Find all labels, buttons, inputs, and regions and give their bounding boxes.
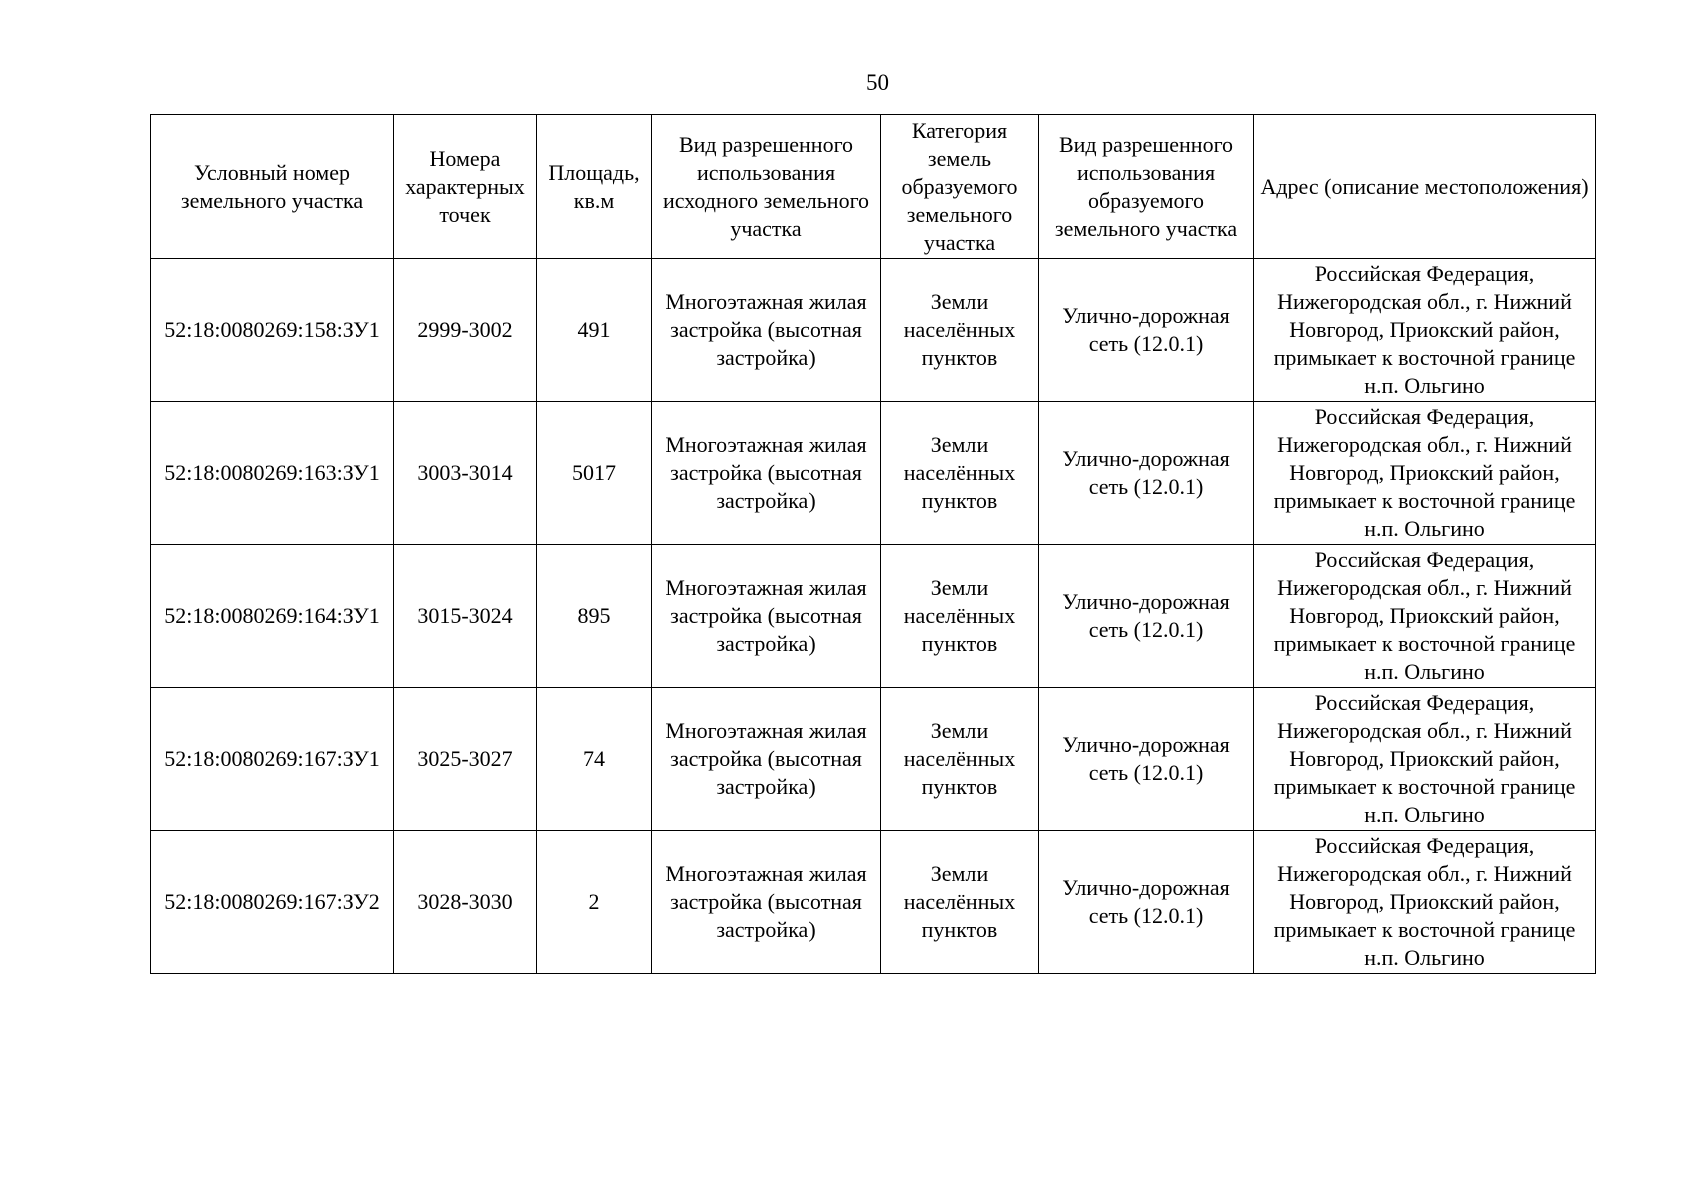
- table-row: [151, 402, 1596, 545]
- header-area: Площадь, кв.м: [537, 115, 652, 259]
- land-plots-table: [150, 114, 1596, 974]
- area-cell: 74: [537, 688, 652, 831]
- new-use-cell: Улично-дорожная сеть (12.0.1): [1039, 402, 1254, 545]
- plot-number-cell: 52:18:0080269:164:ЗУ1: [151, 545, 394, 688]
- new-use-cell: Улично-дорожная сеть (12.0.1): [1039, 688, 1254, 831]
- source-use-cell: Многоэтажная жилая застройка (высотная застройка): [652, 688, 881, 831]
- new-use-cell: Улично-дорожная сеть (12.0.1): [1039, 259, 1254, 402]
- address-cell: Российская Федерация, Нижегородская обл., г. Нижний Новгород, Приокский район, примыкает к восточной границе н.п. Ольгино: [1254, 402, 1596, 545]
- table-row: [151, 688, 1596, 831]
- address-cell: Российская Федерация, Нижегородская обл., г. Нижний Новгород, Приокский район, примыкает к восточной границе н.п. Ольгино: [1254, 259, 1596, 402]
- category-cell: Земли населённых пунктов: [881, 688, 1039, 831]
- points-cell: 3028-3030: [394, 831, 537, 974]
- category-cell: Земли населённых пунктов: [881, 545, 1039, 688]
- table-header-row: [151, 115, 1596, 259]
- plot-number-cell: 52:18:0080269:158:ЗУ1: [151, 259, 394, 402]
- points-cell: 2999-3002: [394, 259, 537, 402]
- header-plot-number: Условный номер земельного участка: [151, 115, 394, 259]
- area-cell: 5017: [537, 402, 652, 545]
- plot-number-cell: 52:18:0080269:167:ЗУ2: [151, 831, 394, 974]
- header-source-use: Вид разрешенного использования исходного земельного участка: [652, 115, 881, 259]
- plot-number-cell: 52:18:0080269:167:ЗУ1: [151, 688, 394, 831]
- table-row: [151, 831, 1596, 974]
- address-cell: Российская Федерация, Нижегородская обл., г. Нижний Новгород, Приокский район, примыкает к восточной границе н.п. Ольгино: [1254, 545, 1596, 688]
- table-row: [151, 545, 1596, 688]
- source-use-cell: Многоэтажная жилая застройка (высотная застройка): [652, 545, 881, 688]
- plot-number-cell: 52:18:0080269:163:ЗУ1: [151, 402, 394, 545]
- area-cell: 895: [537, 545, 652, 688]
- header-new-use: Вид разрешенного использования образуемого земельного участка: [1039, 115, 1254, 259]
- header-category: Категория земель образуемого земельного участка: [881, 115, 1039, 259]
- address-cell: Российская Федерация, Нижегородская обл., г. Нижний Новгород, Приокский район, примыкает к восточной границе н.п. Ольгино: [1254, 831, 1596, 974]
- header-address: Адрес (описание местоположения): [1254, 115, 1596, 259]
- source-use-cell: Многоэтажная жилая застройка (высотная застройка): [652, 402, 881, 545]
- area-cell: 491: [537, 259, 652, 402]
- address-cell: Российская Федерация, Нижегородская обл., г. Нижний Новгород, Приокский район, примыкает к восточной границе н.п. Ольгино: [1254, 688, 1596, 831]
- new-use-cell: Улично-дорожная сеть (12.0.1): [1039, 831, 1254, 974]
- area-cell: 2: [537, 831, 652, 974]
- points-cell: 3003-3014: [394, 402, 537, 545]
- page-number: 50: [866, 70, 889, 95]
- source-use-cell: Многоэтажная жилая застройка (высотная застройка): [652, 831, 881, 974]
- category-cell: Земли населённых пунктов: [881, 831, 1039, 974]
- table-row: [151, 259, 1596, 402]
- category-cell: Земли населённых пунктов: [881, 402, 1039, 545]
- new-use-cell: Улично-дорожная сеть (12.0.1): [1039, 545, 1254, 688]
- source-use-cell: Многоэтажная жилая застройка (высотная застройка): [652, 259, 881, 402]
- header-points: Номера характерных точек: [394, 115, 537, 259]
- points-cell: 3025-3027: [394, 688, 537, 831]
- category-cell: Земли населённых пунктов: [881, 259, 1039, 402]
- points-cell: 3015-3024: [394, 545, 537, 688]
